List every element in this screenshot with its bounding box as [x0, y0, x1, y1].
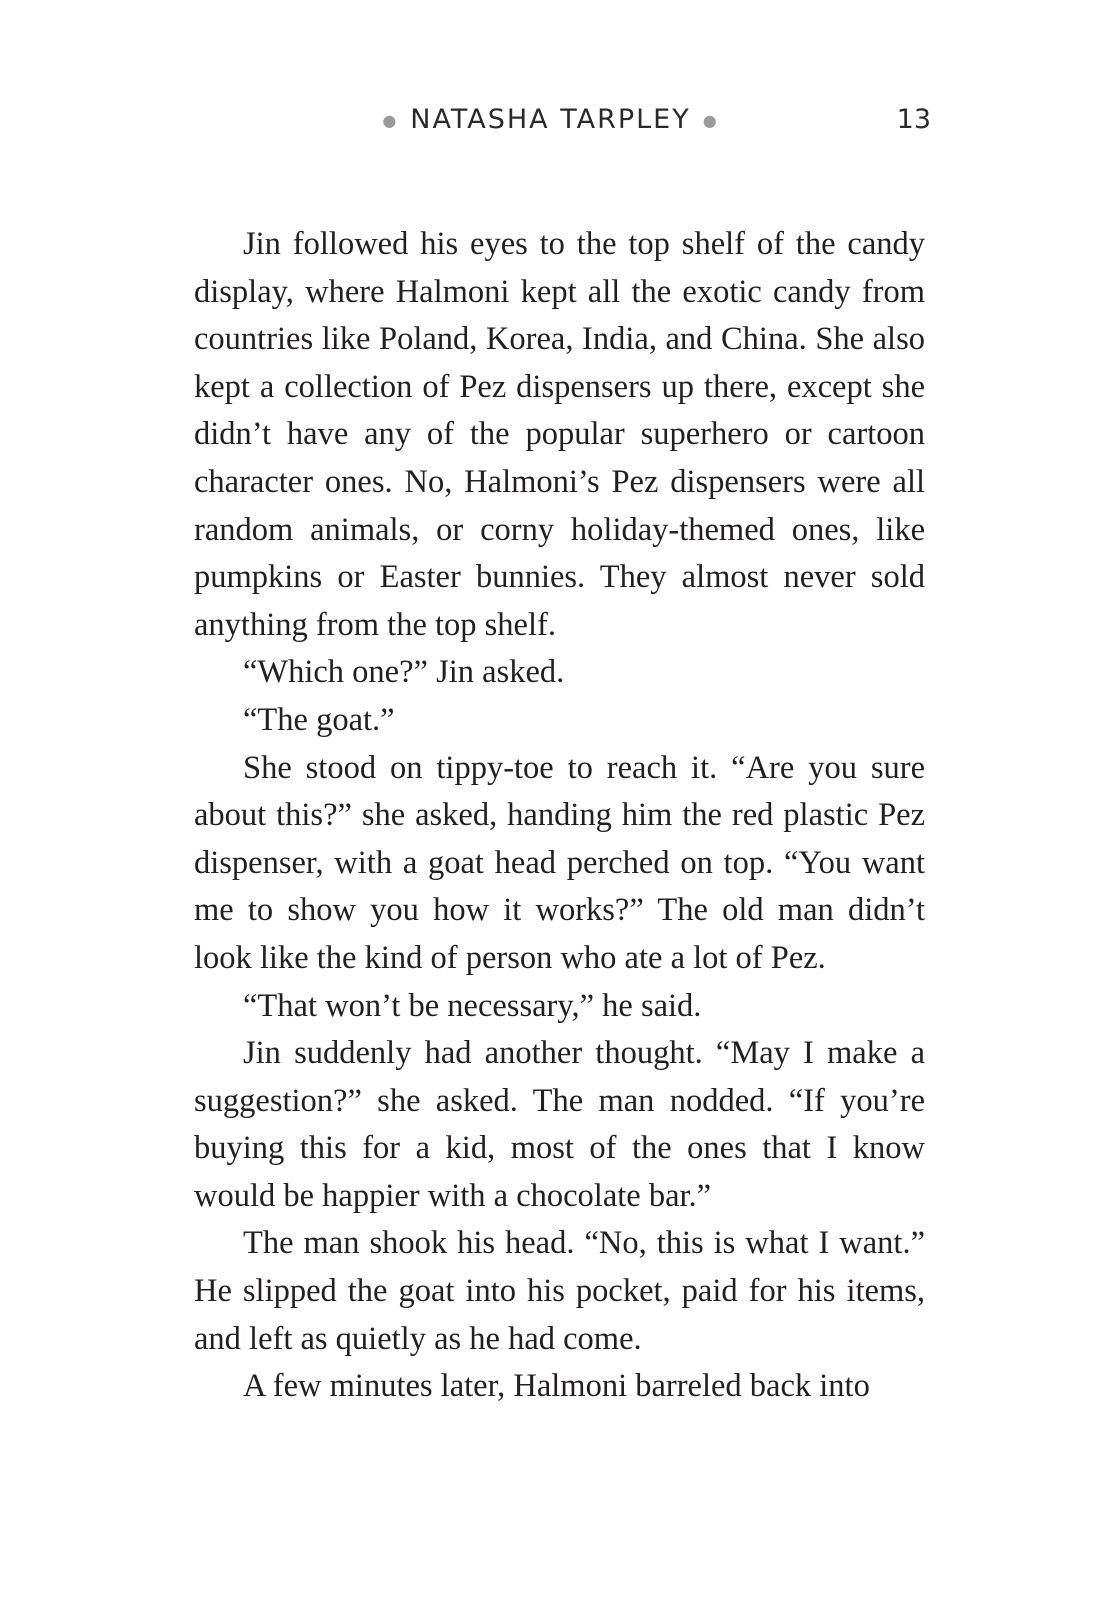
- author-name: NATASHA TARPLEY: [410, 104, 691, 135]
- paragraph-6: Jin suddenly had another thought. “May I make a suggestion?” she asked. The man nodded. “If you’re buying this for a kid, most of the ones that I know would be happier with a chocolate bar.”: [194, 1035, 925, 1214]
- bullet-left: ●: [382, 110, 399, 130]
- paragraph-7: The man shook his head. “No, this is what I want.” He slipped the goat into his pocket, paid for his items, and left as quietly as he had come.: [194, 1225, 925, 1357]
- author-header: [0, 100, 1101, 141]
- paragraph-8: A few minutes later, Halmoni barreled back into: [243, 1368, 870, 1405]
- bullet-right: ●: [702, 110, 719, 130]
- paragraph-2: “Which one?” Jin asked.: [243, 654, 565, 691]
- page-body: [194, 221, 925, 1411]
- paragraph-5: “That won’t be necessary,” he said.: [243, 987, 702, 1024]
- paragraph-1: Jin followed his eyes to the top shelf of the candy display, where Halmoni kept all the exotic candy from countries like Poland, Korea, India, and China. She also kept a collection of Pez dispensers up there, except she didn’t have any of the popular superhero or cartoon character ones. No, Halmoni’s Pez dispensers were all random animals, or corny holiday-themed ones, like pumpkins or Easter bunnies. They almost never sold anything from the top shelf.: [194, 226, 925, 643]
- page-number: 13: [896, 104, 931, 135]
- paragraph-4: She stood on tippy-toe to reach it. “Are you sure about this?” she asked, handing him the red plastic Pez dispenser, with a goat head perched on top. “You want me to show you how it works?” The old man didn’t look like the kind of person who ate a lot of Pez.: [194, 749, 925, 976]
- running-head: [0, 100, 1101, 140]
- paragraph-3: “The goat.”: [243, 701, 395, 738]
